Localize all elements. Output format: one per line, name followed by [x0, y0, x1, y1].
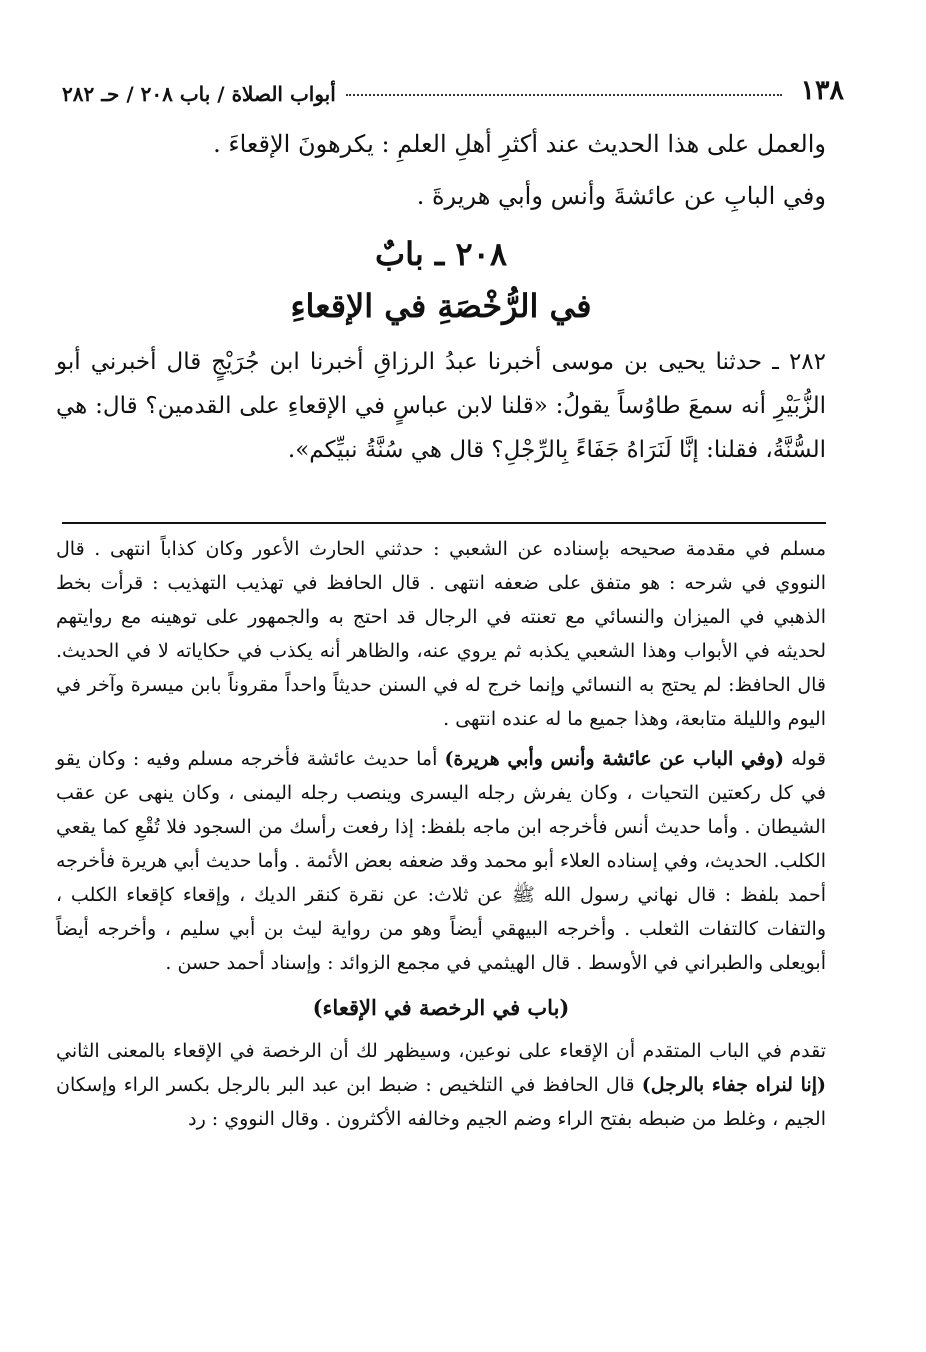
- commentary-paragraph-2: [56, 742, 826, 980]
- chapter-number: ٢٠٨ ـ بابٌ: [375, 235, 507, 273]
- hadith-text: ٢٨٢ ـ حدثنا يحيى بن موسى أخبرنا عبدُ الرزاقِ أخبرنا ابن جُرَيْجٍ قال أخبرني أبو الزُّبَيْرِ أنه سمعَ طاوُساً يقولُ: «قلنا لابن عباسٍ في الإقعاءِ على القدمين؟ قال: هي السُّنَّةُ، فقلنا: إنَّا لَنَرَاهُ جَفَاءً بِالرِّجْلِ؟ قال هي سُنَّةُ نبيِّكم».: [56, 349, 826, 463]
- para2-intro: قوله: [791, 748, 826, 770]
- footnote-divider: [62, 522, 826, 524]
- para2-body: أما حديث عائشة فأخرجه مسلم وفيه : وكان يقو في كل ركعتين التحيات ، وكان يفرش رجله اليسرى وينصب رجله اليمنى ، وكان ينهى عن عقب الشيطان . وأما حديث أنس فأخرجه ابن ماجه بلفظ: إذا رفعت رأسك من السجود فلا تُقْعِ كما يقعي الكلب. الحديث، وفي إسناده العلاء أبو محمد وقد ضعفه بعض الأئمة . وأما حديث أبي هريرة فأخرجه أحمد بلفظ : قال نهاني رسول الله ﷺ عن ثلاث: عن نقرة كنقر الديك ، وإقعاء كإقعاء الكلب ، والتفات كالتفات الثعلب . وأخرجه البيهقي أيضاً وهو من رواية ليث بن أبي سليم ، وأخرجه أيضاً أبويعلى والطبراني في الأوسط . قال الهيثمي في مجمع الزوائد : وإسناد أحمد حسن .: [56, 748, 826, 974]
- chapter-title: في الرُّخْصَةِ في الإقعاءِ: [290, 287, 592, 325]
- header-dot-leader: [346, 94, 783, 96]
- page-number: ١٣٨: [800, 75, 844, 106]
- commentary: [56, 532, 826, 1136]
- main-line-2: وفي البابِ عن عائشةَ وأنس وأبي هريرةَ .: [416, 182, 826, 210]
- commentary-subheading: (باب في الرخصة في الإقعاء): [312, 995, 570, 1020]
- main-text: [56, 118, 826, 472]
- para2-quote: (وفي الباب عن عائشة وأنس وأبي هريرة): [444, 748, 785, 770]
- page-header: [62, 66, 844, 106]
- para3-quote: (إنا لنراه جفاء بالرجل): [641, 1074, 826, 1096]
- commentary-paragraph-3: [56, 1034, 826, 1136]
- para3-part-2: قال الحافظ في التلخيص : ضبط ابن عبد البر بالرجل بكسر الراء وإسكان الجيم ، وغلط من ضبطه بفتح الراء وضم الجيم وخالفه الأكثرون . وقال النووي : رد: [56, 1074, 826, 1130]
- commentary-paragraph-1: مسلم في مقدمة صحيحه بإسناده عن الشعبي : حدثني الحارث الأعور وكان كذاباً انتهى . قال النووي في شرحه : هو متفق على ضعفه انتهى . قال الحافظ في تهذيب التهذيب : قرأت بخط الذهبي في الميزان والنسائي مع تعنته في الرجال قد احتج به والجمهور على توهينه مع روايتهم لحديثه في الأبواب وهذا الشعبي يكذبه ثم يروي عنه، والظاهر أنه يكذب في حكاياته لا في الحديث. قال الحافظ: لم يحتج به النسائي وإنما خرج له في السنن حديثاً واحداً مقروناً بابن ميسرة وآخر في اليوم والليلة متابعة، وهذا جميع ما له عنده انتهى .: [56, 538, 826, 730]
- main-line-1: والعمل على هذا الحديث عند أكثرِ أهلِ العلمِ : يكرهونَ الإقعاءَ .: [213, 130, 826, 158]
- running-title: أبواب الصلاة / باب ٢٠٨ / حـ ٢٨٢: [62, 82, 336, 106]
- para3-part-1: تقدم في الباب المتقدم أن الإقعاء على نوعين، وسيظهر لك أن الرخصة في الإقعاء بالمعنى الثاني: [56, 1040, 826, 1062]
